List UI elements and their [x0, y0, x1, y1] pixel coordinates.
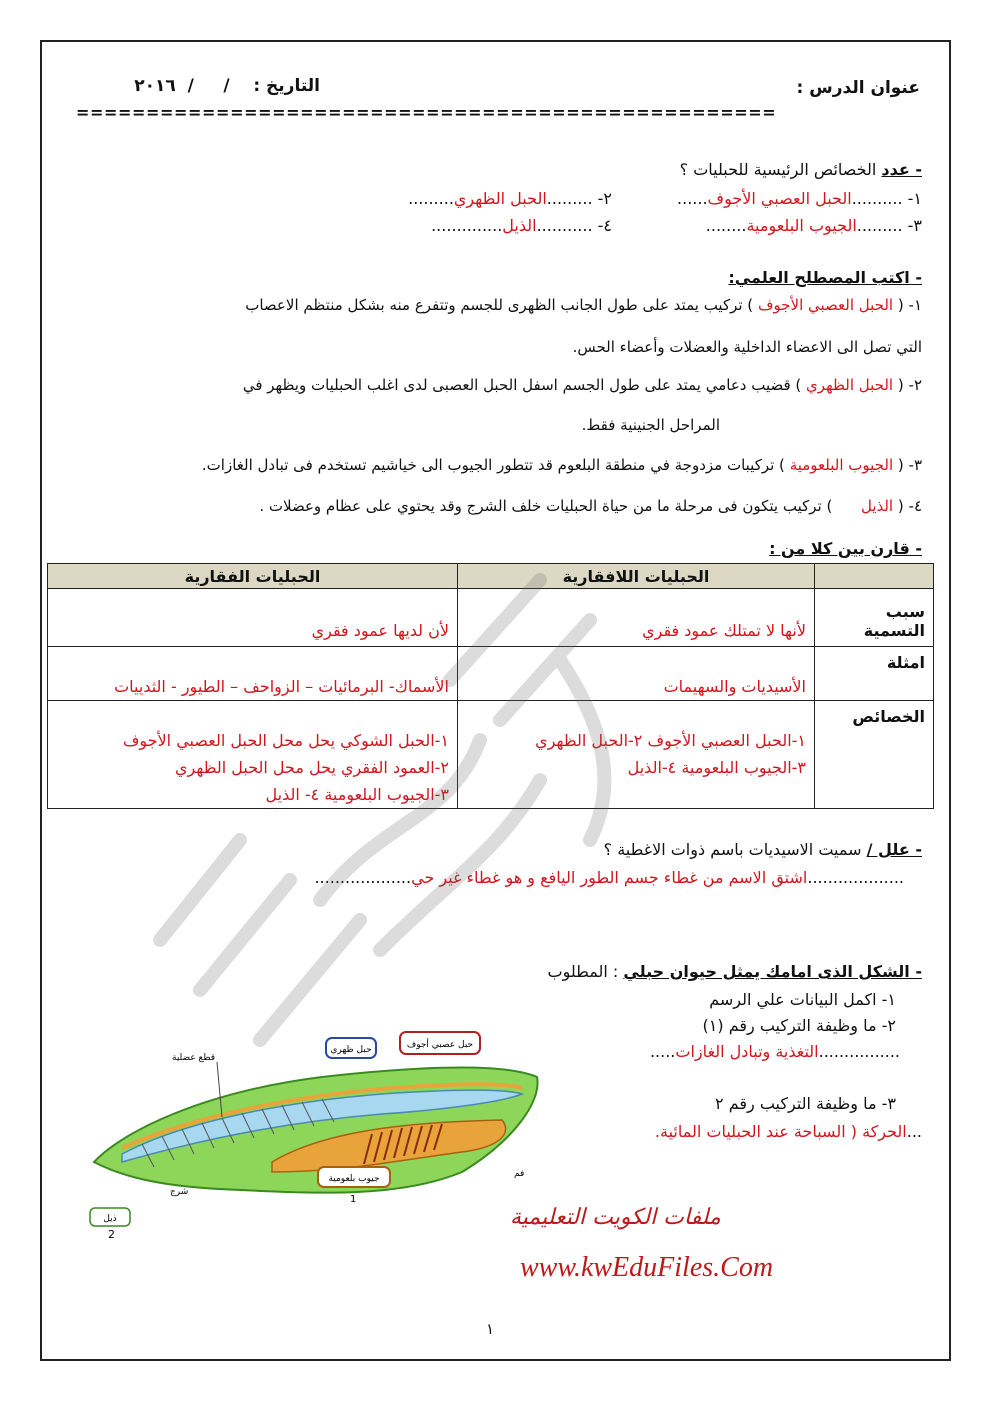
label-nerve-cord: حبل عصبي أجوف — [406, 1040, 474, 1050]
q1-item-3-answer: الجيوب البلعومية — [746, 216, 857, 235]
site-logo-arabic: ملفات الكويت التعليمية — [510, 1205, 721, 1230]
q1-item-4-answer: الذيل — [502, 216, 537, 235]
characteristic-line: ٣-الجيوب البلعومية ٤- الذيل — [265, 785, 449, 804]
q4-answer-tail: ................... — [314, 868, 412, 887]
q2-def-3-text: ) تركيبات مزدوجة في منطقة البلعوم قد تتطور الجيوب الى خياشيم تستخدم فى تبادل الغازات. — [201, 456, 785, 474]
q5-title — [548, 962, 922, 981]
q5-step-3-answer: الحركة ( السباحة عند الحبليات المائية. — [654, 1122, 907, 1141]
row-label-naming: سبب التسمية — [815, 589, 934, 647]
q2-def-4-text: ) تركيب يتكون فى مرحلة ما من حياة الحبليات خلف الشرج وقد يحتوي على عظام وعضلات . — [259, 497, 833, 515]
q5-step-2-answer-line — [650, 1042, 900, 1061]
cell-naming-invertebrate: لأنها لا تمتلك عمود فقري — [458, 589, 815, 647]
table-header-empty — [815, 564, 934, 589]
q1-item-1 — [677, 189, 922, 208]
q5-step-2-answer: التغذية وتبادل الغازات — [675, 1042, 819, 1061]
characteristic-line: ٢-العمود الفقري يحل محل الحبل الظهري — [174, 758, 449, 777]
q1-item-4 — [431, 216, 612, 235]
q1-item-2-num: ٢- ......... — [546, 189, 612, 208]
q2-def-4-answer: الذيل — [860, 497, 894, 515]
q2-def-1-cont: التي تصل الى الاعضاء الداخلية والعضلات وأعضاء الحس. — [572, 338, 922, 356]
label-pharyngeal-pouches: جيوب بلعومية — [328, 1174, 380, 1184]
q1-item-3-tail: ........ — [705, 216, 747, 235]
characteristic-line: ٣-الجيوب البلعومية ٤-الذيل — [627, 758, 806, 777]
q2-def-2-text: ) قضيب دعامي يمتد على طول الجسم اسفل الحبل العصبى لدى اغلب الحبليات ويظهر في — [242, 376, 802, 394]
date-slash: / — [187, 76, 194, 96]
site-logo-url: www.kwEduFiles.Com — [520, 1252, 774, 1283]
cell-examples-vertebrate: الأسماك- البرمائيات – الزواحف – الطيور - الثدييات — [48, 647, 458, 701]
q2-def-4 — [259, 497, 922, 515]
q1-item-1-answer: الحبل العصبي الأجوف — [707, 189, 852, 208]
q1-item-4-num: ٤- ........... — [536, 216, 612, 235]
characteristic-line: ١-الحبل العصبي الأجوف ٢-الحبل الظهري — [535, 731, 806, 750]
q2-def-1-num: ١- ( — [897, 296, 922, 314]
header-separator: ================================================== — [76, 103, 777, 122]
label-number-2: 2 — [108, 1228, 115, 1241]
q1-item-3-num: ٣- ......... — [856, 216, 922, 235]
q2-def-3-num: ٣- ( — [897, 456, 922, 474]
q2-def-2-answer: الحبل الظهري — [806, 376, 894, 394]
lesson-title-label: عنوان الدرس : — [796, 78, 920, 98]
q2-def-1-text: ) تركيب يمتد على طول الجانب الظهرى للجسم وتتفرع منه بشكل منتظم الاعصاب — [245, 296, 754, 314]
date-field — [120, 76, 320, 96]
q2-def-3 — [202, 456, 922, 474]
date-slash: / — [223, 76, 230, 96]
cell-examples-invertebrate: الأسيديات والسهيمات — [458, 647, 815, 701]
date-label: التاريخ : — [253, 76, 320, 96]
q2-def-1 — [245, 296, 922, 314]
q2-def-3-answer: الجيوب البلعومية — [789, 456, 894, 474]
q1-item-2-tail: ......... — [408, 189, 454, 208]
q2-def-1-answer: الحبل العصبي الأجوف — [757, 296, 894, 314]
q1-item-3 — [706, 216, 922, 235]
q4-answer-lead: ................... — [807, 868, 904, 887]
row-label-characteristics: الخصائص — [815, 701, 934, 809]
q5-step-2-lead: ................ — [818, 1042, 900, 1061]
table-header-vertebrate: الحبليات الفقارية — [48, 564, 458, 589]
characteristic-line: ١-الحبل الشوكي يحل محل الحبل العصبي الأجوف — [122, 731, 449, 750]
q1-item-1-num: ١- .......... — [851, 189, 922, 208]
table-header-invertebrate: الحبليات اللافقارية — [458, 564, 815, 589]
q4-title — [604, 840, 922, 859]
q5-step-3-answer-line — [655, 1122, 922, 1141]
page-number: ١ — [486, 1320, 495, 1338]
q4-answer: اشتق الاسم من غطاء جسم الطور اليافع و هو غطاء غير حي — [411, 868, 808, 887]
q5-title-text: : المطلوب — [547, 962, 624, 981]
q2-def-2-cont: المراحل الجنينية فقط. — [581, 416, 720, 434]
q2-def-2 — [243, 376, 922, 394]
q1-item-4-tail: .............. — [431, 216, 503, 235]
date-year: ٢٠١٦ — [134, 76, 176, 96]
label-number-1: 1 — [350, 1194, 357, 1205]
q1-title-text: الخصائص الرئيسية للحبليات ؟ — [679, 160, 882, 179]
label-tail: ذيل — [103, 1214, 117, 1224]
label-anus: شرج — [170, 1187, 189, 1197]
q4-title-text: سميت الاسيديات باسم ذوات الاغطية ؟ — [603, 840, 867, 859]
watermark-graphic — [120, 520, 640, 1080]
label-notochord: حبل ظهري — [330, 1045, 372, 1055]
q2-def-2-num: ٢- ( — [897, 376, 922, 394]
q1-title — [680, 160, 922, 179]
q1-item-1-tail: ...... — [677, 189, 708, 208]
q5-step-2: ٢- ما وظيفة التركيب رقم (١) — [702, 1016, 896, 1035]
q5-step-1: ١- اكمل البيانات علي الرسم — [709, 990, 896, 1009]
q2-title: - اكتب المصطلح العلمي: — [728, 268, 922, 287]
q2-def-4-num: ٤- ( — [897, 497, 922, 515]
q1-item-2-answer: الحبل الظهري — [453, 189, 547, 208]
q4-title-prefix: - علل / — [866, 840, 922, 859]
q5-step-2-tail: ..... — [649, 1042, 676, 1061]
q3-title: - قارن بين كلا من : — [769, 539, 922, 558]
q5-title-bold: - الشكل الذى امامك يمثل حيوان حبلي — [623, 962, 922, 981]
cell-naming-vertebrate: لأن لديها عمود فقري — [48, 589, 458, 647]
q1-title-prefix: - عدد — [881, 160, 922, 179]
chordate-diagram — [82, 1022, 542, 1247]
q5-step-3: ٣- ما وظيفة التركيب رقم ٢ — [715, 1094, 896, 1113]
label-muscle-segments: قطع عضلية — [172, 1053, 216, 1063]
row-label-examples: امثلة — [815, 647, 934, 701]
q1-item-2 — [408, 189, 612, 208]
label-mouth: فم — [514, 1169, 525, 1179]
q5-step-3-lead: ... — [906, 1122, 922, 1141]
